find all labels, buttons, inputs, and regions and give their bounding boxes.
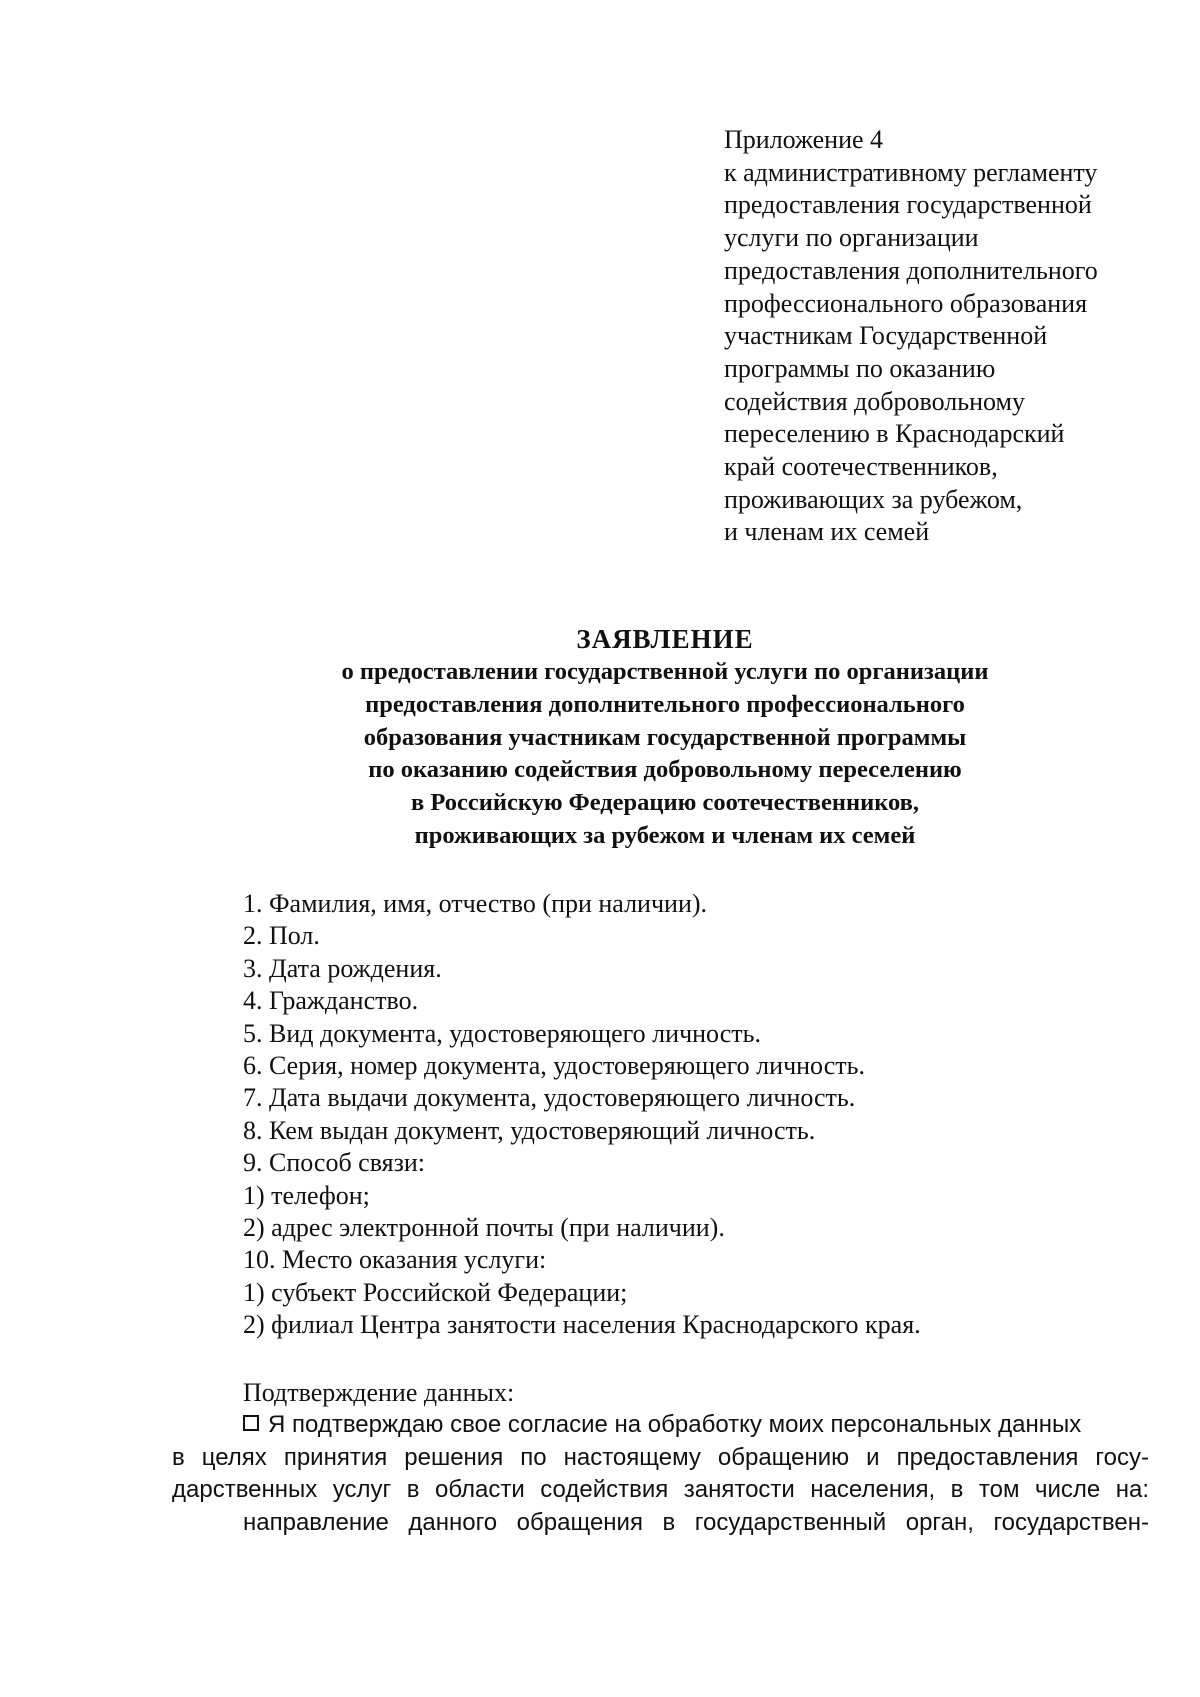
appendix-line: и членам их семей bbox=[724, 517, 930, 547]
appendix-line: предоставления дополнительного bbox=[724, 255, 1098, 285]
document-subtitle-line: в Российскую Федерацию соотечественников, bbox=[411, 789, 919, 817]
document-subtitle-line: предоставления дополнительного профессионального bbox=[365, 690, 965, 718]
field-item-sex: 2. Пол. bbox=[243, 921, 320, 951]
field-subitem-email: 2) адрес электронной почты (при наличии). bbox=[243, 1213, 725, 1243]
appendix-line: к административному регламенту bbox=[724, 157, 1098, 187]
confirmation-heading: Подтверждение данных: bbox=[243, 1378, 515, 1407]
field-item-id-document-type: 5. Вид документа, удостоверяющего личность. bbox=[243, 1018, 761, 1048]
appendix-reference bbox=[724, 124, 1164, 549]
consent-line: направление данного обращения в государственный орган, государствен- bbox=[243, 1508, 1149, 1536]
appendix-line: предоставления государственной bbox=[724, 190, 1092, 220]
document-subtitle-line: образования участникам государственной программы bbox=[363, 723, 967, 751]
application-title-block bbox=[200, 622, 1130, 853]
appendix-line: программы по оказанию bbox=[724, 353, 996, 383]
appendix-line: проживающих за рубежом, bbox=[724, 484, 1023, 514]
consent-checkbox[interactable] bbox=[243, 1415, 259, 1431]
appendix-line: переселению в Краснодарский bbox=[724, 419, 1065, 449]
field-item-id-issued-by: 8. Кем выдан документ, удостоверяющий личность. bbox=[243, 1115, 816, 1145]
field-item-id-document-number: 6. Серия, номер документа, удостоверяющего личность. bbox=[243, 1051, 865, 1081]
field-item-service-location: 10. Место оказания услуги: bbox=[243, 1245, 547, 1275]
appendix-line: содействия добровольному bbox=[724, 386, 1025, 416]
consent-line: в целях принятия решения по настоящему обращению и предоставления госу- bbox=[172, 1443, 1149, 1471]
consent-line: дарственных услуг в области содействия занятости населения, в том числе на: bbox=[172, 1476, 1149, 1504]
field-subitem-federal-subject: 1) субъект Российской Федерации; bbox=[243, 1277, 628, 1307]
appendix-line: услуги по организации bbox=[724, 223, 979, 253]
document-subtitle-line: о предоставлении государственной услуги по организации bbox=[341, 658, 989, 685]
field-item-citizenship: 4. Гражданство. bbox=[243, 986, 419, 1016]
field-item-id-issue-date: 7. Дата выдачи документа, удостоверяющего личность. bbox=[243, 1083, 856, 1113]
field-item-birth-date: 3. Дата рождения. bbox=[243, 953, 442, 983]
appendix-line: Приложение 4 bbox=[724, 125, 884, 154]
document-title: ЗАЯВЛЕНИЕ bbox=[576, 624, 754, 654]
field-subitem-phone: 1) телефон; bbox=[243, 1180, 370, 1210]
consent-line-text: Я подтверждаю свое согласие на обработку моих персональных данных bbox=[268, 1411, 1082, 1438]
consent-first-line bbox=[172, 1409, 1149, 1442]
appendix-line: профессионального образования bbox=[724, 288, 1088, 318]
appendix-line: участникам Государственной bbox=[724, 321, 1048, 351]
document-subtitle-line: по оказанию содействия добровольному переселению bbox=[368, 756, 962, 784]
appendix-line: край соотечественников, bbox=[724, 452, 998, 482]
application-fields-list bbox=[243, 888, 1143, 1342]
field-item-contact-method: 9. Способ связи: bbox=[243, 1148, 426, 1178]
consent-paragraph bbox=[172, 1409, 1149, 1539]
field-item-full-name: 1. Фамилия, имя, отчество (при наличии). bbox=[243, 889, 708, 918]
field-subitem-employment-center-branch: 2) филиал Центра занятости населения Краснодарского края. bbox=[243, 1310, 921, 1340]
document-subtitle-line: проживающих за рубежом и членам их семей bbox=[414, 821, 916, 849]
